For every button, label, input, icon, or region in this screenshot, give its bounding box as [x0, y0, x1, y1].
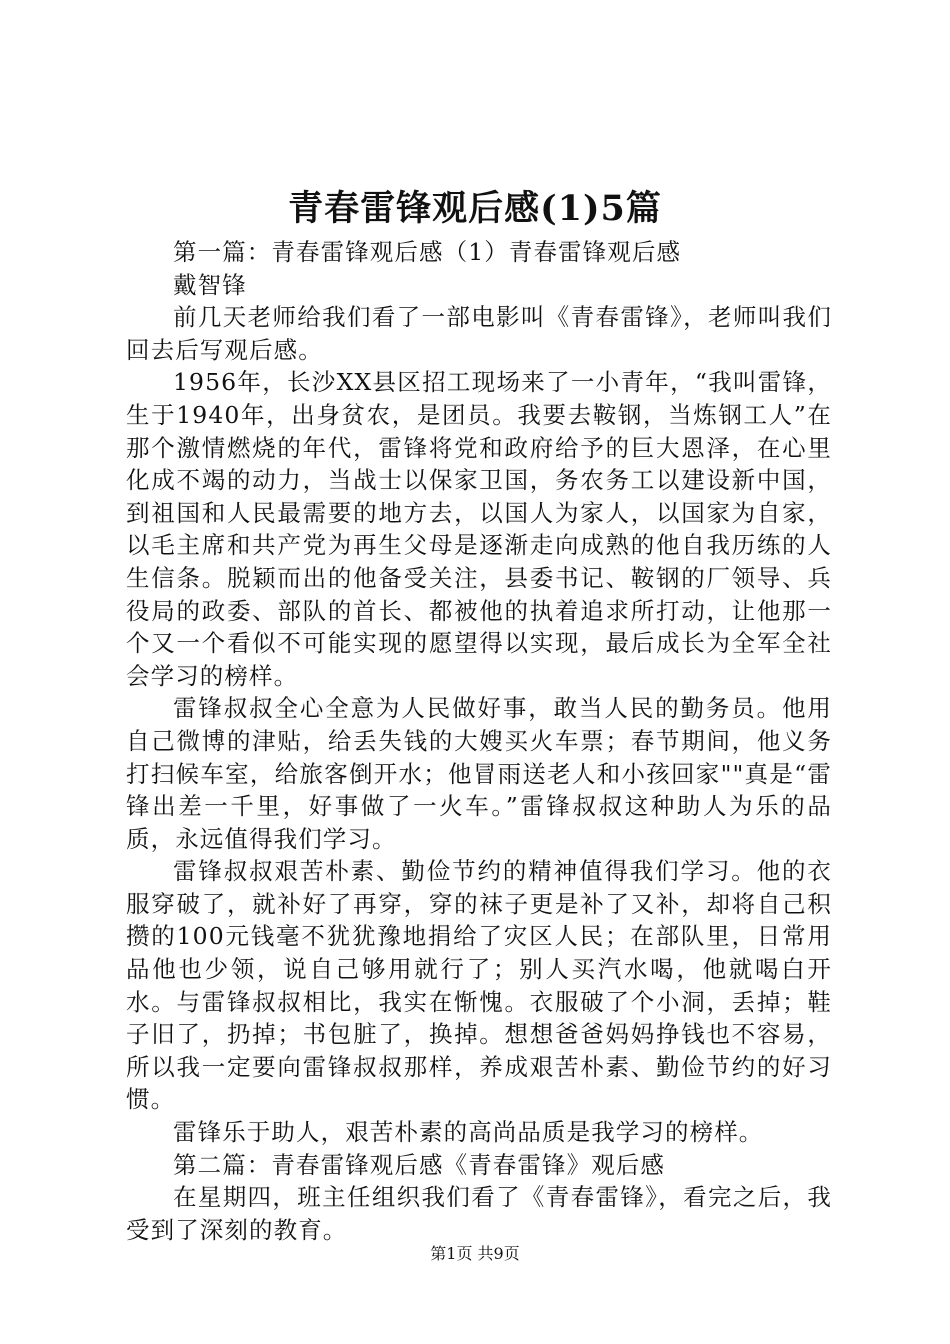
- section-heading-1: 第一篇：青春雷锋观后感（1）青春雷锋观后感: [173, 238, 682, 266]
- body-paragraph: 雷锋叔叔艰苦朴素、勤俭节约的精神值得我们学习。他的衣服穿破了，就补好了再穿，穿的袜子更是补了又补，却将自己积攒的100元钱毫不犹犹豫地捐给了灾区人民；在部队里，日常用品他也少领，说自己够用就行了；别人买汽水喝，他就喝白开水。与雷锋叔叔相比，我实在惭愧。衣服破了个小洞，丢掉；鞋子旧了，扔掉；书包脏了，换掉。想想爸爸妈妈挣钱也不容易，所以我一定要向雷锋叔叔那样，养成艰苦朴素、勤俭节约的好习惯。: [126, 857, 832, 1114]
- page-number-footer: 第1页 共9页: [430, 1244, 520, 1263]
- body-paragraph: 雷锋乐于助人，艰苦朴素的高尚品质是我学习的榜样。: [173, 1118, 764, 1147]
- document-body: [126, 236, 832, 1246]
- section-heading-2: 第二篇：青春雷锋观后感《青春雷锋》观后感: [173, 1150, 665, 1179]
- author-name: 戴智锋: [173, 270, 247, 299]
- body-paragraph: 前几天老师给我们看了一部电影叫《青春雷锋》，老师叫我们回去后写观后感。: [126, 303, 832, 364]
- body-paragraph: 雷锋叔叔全心全意为人民做好事，敢当人民的勤务员。他用自己微博的津贴，给丢失钱的大嫂买火车票；春节期间，他义务打扫候车室，给旅客倒开水；他冒雨送老人和小孩回家""真是“雷锋出差一千里，好事做了一火车。”雷锋叔叔这种助人为乐的品质，永远值得我们学习。: [126, 694, 832, 853]
- document-title: 青春雷锋观后感(1)5篇: [288, 188, 662, 229]
- body-paragraph: 1956年，长沙XX县区招工现场来了一小青年，“我叫雷锋，生于1940年，出身贫农，是团员。我要去鞍钢，当炼钢工人”在那个激情燃烧的年代，雷锋将党和政府给予的巨大恩泽，在心里化成不竭的动力，当战士以保家卫国，务农务工以建设新中国，到祖国和人民最需要的地方去，以国人为家人，以国家为自家，以毛主席和共产党为再生父母是逐渐走向成熟的他自我历练的人生信条。脱颖而出的他备受关注，县委书记、鞍钢的厂领导、兵役局的政委、部队的首长、都被他的执着追求所打动，让他那一个又一个看似不可能实现的愿望得以实现，最后成长为全军全社会学习的榜样。: [126, 368, 832, 690]
- body-paragraph: 在星期四，班主任组织我们看了《青春雷锋》，看完之后，我受到了深刻的教育。: [126, 1183, 832, 1244]
